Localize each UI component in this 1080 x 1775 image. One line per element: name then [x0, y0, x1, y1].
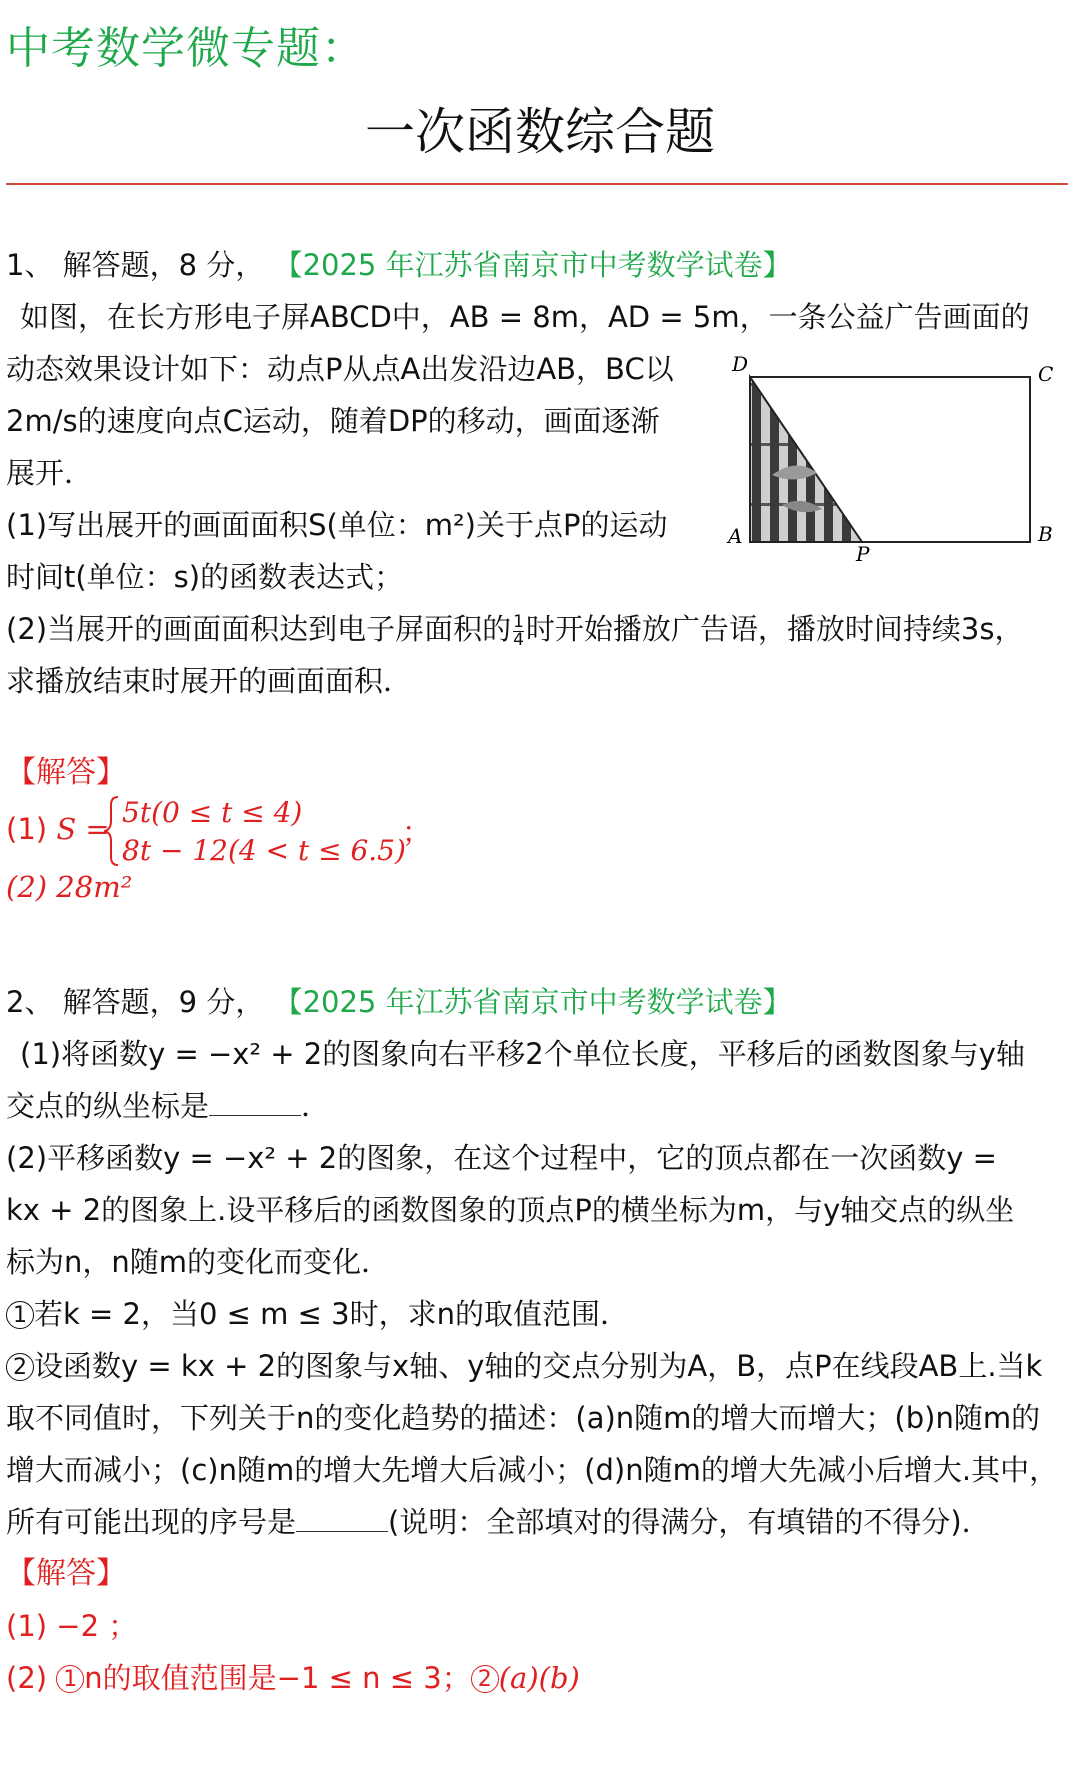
fraction-numerator: 1: [513, 611, 524, 632]
vertex-label-d: D: [732, 355, 749, 376]
divider: [6, 183, 1068, 185]
q2-answer-2-range: n的取值范围是−1 ≤ n ≤ 3；: [84, 1661, 471, 1695]
q1-line-5: (1)写出展开的画面面积S(单位：m²)关于点P的运动: [6, 508, 668, 542]
answer-blank-2[interactable]: [296, 1505, 388, 1532]
answer-blank-1[interactable]: [209, 1089, 301, 1116]
q1-line-8: 求播放结束时展开的画面面积．: [6, 664, 413, 698]
q1-line-7a: (2)当展开的画面面积达到电子屏面积的: [6, 612, 512, 646]
vertex-label-c: C: [1038, 362, 1054, 386]
q1-line-7: [6, 610, 1023, 649]
q2-line-6: [6, 1295, 629, 1333]
fraction-denominator: 4: [513, 629, 524, 650]
q1-meta: 1、 解答题，8 分，: [6, 248, 265, 282]
vertex-label-b: B: [1038, 522, 1053, 546]
piecewise-case-1: 5t(0 ≤ t ≤ 4): [122, 796, 303, 829]
answer-lhs: S =: [56, 812, 110, 846]
circled-number-2: 2: [471, 1665, 499, 1693]
q1-source: 【2025 年江苏省南京市中考数学试卷】: [273, 248, 792, 282]
circled-number-1: 1: [56, 1665, 84, 1693]
page-title: 一次函数综合题: [365, 103, 715, 161]
q1-line-6: 时间t(单位：s)的函数表达式；: [6, 560, 404, 594]
q2-line-2: [6, 1087, 330, 1125]
q2-line-7: [6, 1347, 1042, 1385]
point-label-p: P: [856, 542, 870, 565]
q2-line-10-end: (说明：全部填对的得满分，有填错的不得分)．: [388, 1505, 991, 1539]
rectangle-figure: [722, 355, 1072, 565]
q1-answer-heading: 【解答】: [6, 755, 126, 790]
answer-end-punct: ；: [402, 815, 432, 849]
fraction-one-quarter: [513, 611, 524, 650]
q1-line-3: 2m/s的速度向点C运动，随着DP的移动，画面逐渐: [6, 404, 660, 438]
q2-line-3: (2)平移函数y = −x² + 2的图象，在这个过程中，它的顶点都在一次函数y =: [6, 1141, 997, 1175]
vertex-label-a: A: [728, 524, 743, 548]
q2-line-2-text: 交点的纵坐标是: [6, 1089, 210, 1123]
q2-line-4: kx + 2的图象上.设平移后的函数图象的顶点P的横坐标为m，与y轴交点的纵坐: [6, 1193, 1015, 1227]
q1-line-7b: 时开始播放广告语，播放时间持续3s，: [525, 612, 1024, 646]
q2-meta: 2、 解答题，9 分，: [6, 985, 265, 1019]
q1-line-1: 如图，在长方形电子屏ABCD中，AB = 8m，AD = 5m，一条公益广告画面的: [20, 300, 1030, 334]
q2-line-1: (1)将函数y = −x² + 2的图象向右平移2个单位长度，平移后的函数图象与y轴: [20, 1037, 1025, 1071]
series-title: 中考数学微专题：: [6, 23, 366, 74]
bamboo-image-triangle: [750, 377, 862, 542]
q2-line-10-text: 所有可能出现的序号是: [6, 1505, 297, 1539]
brace-icon: [104, 795, 120, 867]
q1-answer-1: [6, 810, 110, 848]
q2-answer-2: [6, 1659, 580, 1697]
q2-line-5: 标为n，n随m的变化而变化．: [6, 1245, 391, 1279]
q2-answer-2-choices: (a)(b): [498, 1661, 580, 1695]
answer-label: (1): [6, 812, 48, 846]
q2-answer-2-label: (2): [6, 1661, 57, 1695]
q2-answer-1: (1) −2 ；: [6, 1609, 138, 1643]
q2-line-6-text: 若k = 2，当0 ≤ m ≤ 3时，求n的取值范围．: [34, 1297, 629, 1331]
q1-line-2: 动态效果设计如下：动点P从点A出发沿边AB，BC以: [6, 352, 674, 386]
q1-header: [6, 246, 792, 284]
piecewise-case-2: 8t − 12(4 < t ≤ 6.5): [122, 834, 406, 867]
circled-number-1: 1: [6, 1301, 34, 1329]
q2-header: [6, 983, 792, 1021]
q1-line-4: 展开．: [6, 456, 94, 490]
q2-source: 【2025 年江苏省南京市中考数学试卷】: [273, 985, 792, 1019]
q2-line-2-end: ．: [301, 1089, 331, 1123]
q2-line-8: 取不同值时，下列关于n的变化趋势的描述：(a)n随m的增大而增大；(b)n随m的: [6, 1401, 1041, 1435]
circled-number-2: 2: [6, 1353, 34, 1381]
q2-line-10: [6, 1503, 991, 1541]
q2-line-9: 增大而减小；(c)n随m的增大先增大后减小；(d)n随m的增大先减小后增大.其中，: [6, 1453, 1059, 1487]
q1-answer-2: (2) 28m²: [6, 870, 133, 904]
q2-answer-heading: 【解答】: [6, 1556, 126, 1591]
q2-line-7-text: 设函数y = kx + 2的图象与x轴、y轴的交点分别为A，B，点P在线段AB上.当k: [34, 1349, 1043, 1383]
